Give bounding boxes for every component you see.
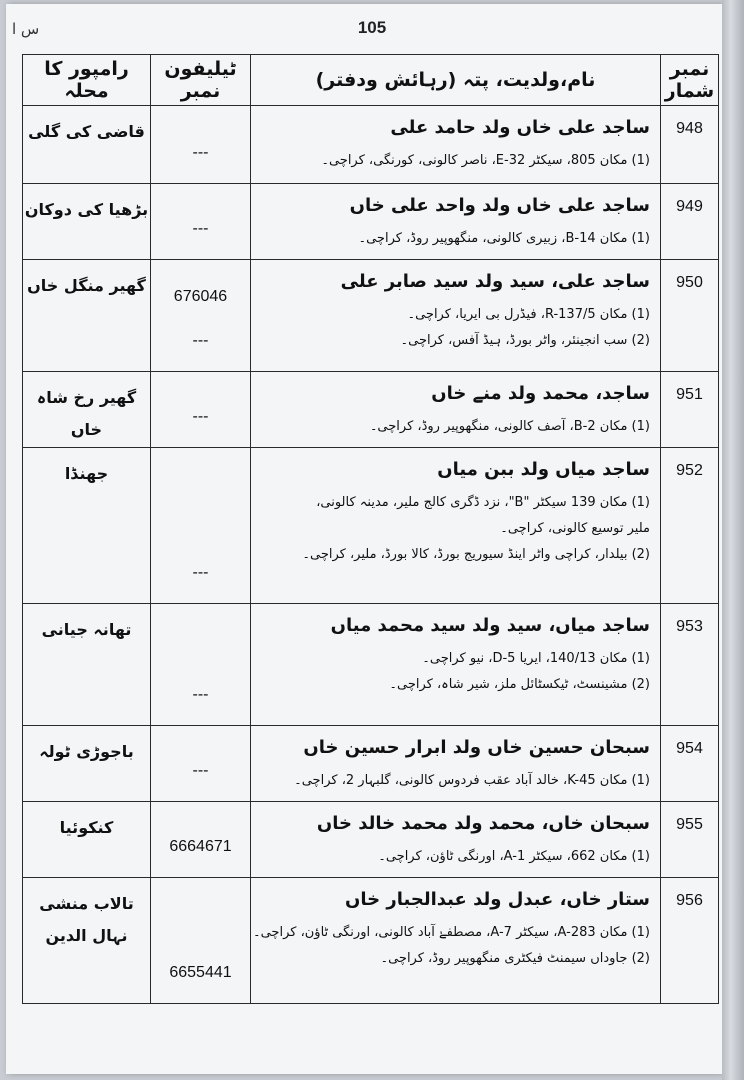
table-row xyxy=(23,106,719,184)
entry-name: ساجد، محمد ولد منے خاں xyxy=(431,383,650,404)
address-line: (1) مکان R-137/5، فیڈرل بی ایریا، کراچی۔ xyxy=(407,307,650,322)
mohalla-name: تھانہ جیانی xyxy=(23,604,151,726)
name-address-cell xyxy=(251,184,661,260)
address-line: (1) مکان B-2، آصف کالونی، منگھوپیر روڈ، کراچی۔ xyxy=(369,419,650,434)
address-line: ملیر توسیع کالونی، کراچی۔ xyxy=(500,521,650,536)
phone-cell xyxy=(151,448,251,604)
address-line: (1) مکان 140/13، ایریا D-5، نیو کراچی۔ xyxy=(422,651,650,666)
name-address-cell xyxy=(251,106,661,184)
phone-cell xyxy=(151,260,251,372)
address-line: (1) مکان B-14، زبیری کالونی، منگھوپیر روڈ، کراچی۔ xyxy=(358,231,650,246)
mohalla-name: تالاب منشی نہال الدین xyxy=(23,878,151,1004)
phone-cell xyxy=(151,106,251,184)
entry-name: ساجد علی، سید ولد سید صابر علی xyxy=(340,271,650,292)
page-number: 105 xyxy=(357,18,387,37)
mohalla-name: باجوڑی ٹولہ xyxy=(23,726,151,802)
register-body xyxy=(23,106,719,1004)
entry-name: ستار خاں، عبدل ولد عبدالجبار خاں xyxy=(345,889,650,910)
address-line: (2) سب انجینئر، واٹر بورڈ، ہیڈ آفس، کراچی۔ xyxy=(400,333,650,348)
phone-number: --- xyxy=(192,686,209,703)
mohalla-name: کنکوئیا xyxy=(23,802,151,878)
name-address-cell xyxy=(251,802,661,878)
table-row xyxy=(23,372,719,448)
mohalla-name: گھیر منگل خاں xyxy=(23,260,151,372)
page-edge xyxy=(722,0,744,1080)
entry-name: ساجد علی خاں ولد واحد علی خاں xyxy=(349,195,650,216)
phone-cell xyxy=(151,878,251,1004)
address-line: (1) مکان 139 سیکٹر "B"، نزد ڈگری کالج ملیر، مدینہ کالونی، xyxy=(316,495,650,510)
table-row xyxy=(23,604,719,726)
phone-number: --- xyxy=(192,144,209,161)
table-row xyxy=(23,726,719,802)
phone-cell xyxy=(151,726,251,802)
entry-name: ساجد علی خاں ولد حامد علی xyxy=(390,117,650,138)
phone-number: --- xyxy=(192,564,209,581)
phone-cell xyxy=(151,184,251,260)
header-mohalla: رامپور کا محلہ xyxy=(23,55,151,106)
serial-number: 954 xyxy=(661,726,719,802)
table-row xyxy=(23,802,719,878)
address-line: (2) مشینسٹ، ٹیکسٹائل ملز، شیر شاہ، کراچی۔ xyxy=(389,677,650,692)
phone-number: 6664671 xyxy=(169,838,232,855)
name-address-cell xyxy=(251,878,661,1004)
address-line: (1) مکان 805، سیکٹر E-32، ناصر کالونی، کورنگی، کراچی۔ xyxy=(321,153,650,168)
name-address-cell xyxy=(251,726,661,802)
mohalla-name: جھنڈا xyxy=(23,448,151,604)
mohalla-name: گھیر رخ شاہ خاں xyxy=(23,372,151,448)
serial-number: 950 xyxy=(661,260,719,372)
table-row xyxy=(23,260,719,372)
address-line: (1) مکان K-45، خالد آباد عقب فردوس کالونی، گلبہار 2، کراچی۔ xyxy=(294,773,650,788)
serial-number: 949 xyxy=(661,184,719,260)
entry-name: سبحان خاں، محمد ولد محمد خالد خاں xyxy=(316,813,650,834)
entry-name: سبحان حسین خاں ولد ابرار حسین خاں xyxy=(303,737,650,758)
phone-cell xyxy=(151,802,251,878)
address-line: (1) مکان 662، سیکٹر A-1، اورنگی ٹاؤن، کراچی۔ xyxy=(378,849,650,864)
table-row xyxy=(23,878,719,1004)
phone-number: --- xyxy=(192,762,209,779)
entry-name: ساجد میاں، سید ولد سید محمد میاں xyxy=(330,615,650,636)
serial-number: 948 xyxy=(661,106,719,184)
serial-number: 953 xyxy=(661,604,719,726)
address-line: (2) جاوداں سیمنٹ فیکٹری منگھوپیر روڈ، کراچی۔ xyxy=(380,951,650,966)
header-name-address: نام،ولدیت، پتہ (رہائش ودفتر) xyxy=(251,55,661,106)
name-address-cell xyxy=(251,604,661,726)
serial-number: 951 xyxy=(661,372,719,448)
entry-name: ساجد میاں ولد ببن میاں xyxy=(437,459,650,480)
table-row xyxy=(23,184,719,260)
header-row xyxy=(23,55,719,106)
register-table xyxy=(22,54,719,1004)
address-line: (1) مکان A-283، سیکٹر A-7، مصطفےٰ آباد کالونی، اورنگی ٹاؤن، کراچی۔ xyxy=(252,925,650,940)
phone-number: --- xyxy=(192,408,209,425)
address-line: (2) بیلدار، کراچی واٹر اینڈ سیوریج بورڈ، کالا بورڈ، ملیر، کراچی۔ xyxy=(302,547,650,562)
serial-number: 952 xyxy=(661,448,719,604)
serial-number: 955 xyxy=(661,802,719,878)
phone-number: 6655441 xyxy=(169,964,232,981)
name-address-cell xyxy=(251,372,661,448)
header-phone: ٹیلیفون نمبر xyxy=(151,55,251,106)
name-address-cell xyxy=(251,448,661,604)
phone-number: 676046 xyxy=(173,288,228,305)
mohalla-name: بڑھیا کی دوکان xyxy=(23,184,151,260)
phone-number: --- xyxy=(192,332,209,349)
corner-mark: س ا xyxy=(12,20,40,38)
name-address-cell xyxy=(251,260,661,372)
serial-number: 956 xyxy=(661,878,719,1004)
phone-cell xyxy=(151,604,251,726)
phone-cell xyxy=(151,372,251,448)
mohalla-name: قاضی کی گلی xyxy=(23,106,151,184)
header-serial: نمبر شمار xyxy=(661,55,719,106)
table-row xyxy=(23,448,719,604)
phone-number: --- xyxy=(192,220,209,237)
